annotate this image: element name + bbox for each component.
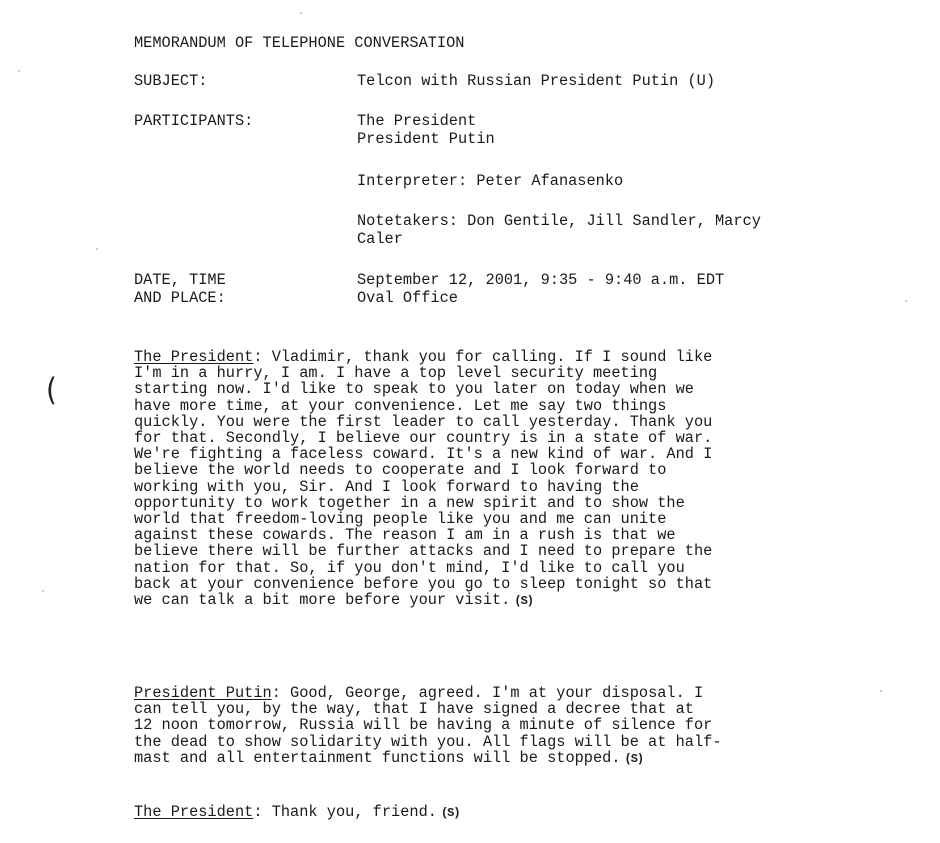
paragraph-line <box>134 685 854 701</box>
classification-mark: (S) <box>514 594 533 609</box>
date-label-line: DATE, TIME <box>134 271 226 289</box>
transcript-paragraph <box>134 685 854 767</box>
paragraph-line: back at your convenience before you go to sleep tonight so that <box>134 574 713 593</box>
participants-label: PARTICIPANTS: <box>134 112 254 130</box>
paragraph-text: we can talk a bit more before your visit. <box>134 591 511 610</box>
date-place-value <box>357 271 724 307</box>
paragraph-line: nation for that. So, if you don't mind, I'd like to call you <box>134 558 685 577</box>
notetakers-line: Caler <box>357 230 403 248</box>
classification-mark: (S) <box>624 751 644 766</box>
speaker-name: President Putin <box>134 684 272 702</box>
date-time-value: September 12, 2001, 9:35 - 9:40 a.m. EDT <box>357 271 725 289</box>
paragraph-text: mast and all entertainment functions will be stopped. <box>134 748 621 767</box>
paragraph-line: quickly. You were the first leader to call yesterday. Thank you <box>134 412 713 431</box>
interpreter-line: Interpreter: Peter Afanasenko <box>357 172 624 190</box>
transcript-paragraph <box>134 349 854 609</box>
paragraph-line: believe the world needs to cooperate and I look forward to <box>134 461 667 480</box>
paragraph-line: world that freedom-loving people like you and me can unite <box>134 510 667 529</box>
speaker-name: The President <box>134 348 254 366</box>
scan-speck <box>880 690 882 692</box>
paragraph-line: starting now. I'd like to speak to you later on today when we <box>134 380 694 399</box>
paragraph-line <box>134 804 854 821</box>
place-value: Oval Office <box>357 289 458 307</box>
paragraph-line: opportunity to work together in a new spirit and to show the <box>134 493 685 512</box>
paragraph-line: for that. Secondly, I believe our country is in a state of war. <box>134 429 713 448</box>
paragraph-line: can tell you, by the way, that I have signed a decree that at <box>134 700 694 719</box>
paragraph-line <box>134 592 854 609</box>
speaker-name: The President <box>134 803 254 821</box>
participant-name: The President <box>357 112 477 130</box>
paragraph-line: against these cowards. The reason I am in a rush is that we <box>134 526 676 545</box>
paragraph-text: : Good, George, agreed. I'm at your disposal. I <box>271 684 704 702</box>
participant-name: President Putin <box>357 130 495 148</box>
paragraph-line: believe there will be further attacks and I need to prepare the <box>134 542 713 561</box>
paragraph-line: 12 noon tomorrow, Russia will be having a minute of silence for <box>134 716 713 735</box>
paragraph-line <box>134 349 854 365</box>
paragraph-text: : Thank you, friend. <box>253 803 437 821</box>
scan-speck <box>42 590 44 592</box>
paragraph-line: the dead to show solidarity with you. All flags will be at half- <box>134 732 722 751</box>
margin-bracket-mark: ( <box>46 371 57 408</box>
paragraph-line: I'm in a hurry, I am. I have a top level security meeting <box>134 364 658 383</box>
paragraph-line: working with you, Sir. And I look forward to having the <box>134 477 639 496</box>
notetakers-block <box>357 212 761 248</box>
subject-label: SUBJECT: <box>134 72 208 90</box>
paragraph-line <box>134 750 854 767</box>
notetakers-line: Notetakers: Don Gentile, Jill Sandler, Marcy <box>357 212 761 230</box>
scan-speck <box>300 12 302 14</box>
paragraph-text: : Vladimir, thank you for calling. If I sound like <box>253 348 713 366</box>
date-label-line: AND PLACE: <box>134 289 226 307</box>
scan-speck <box>905 300 907 302</box>
scan-speck <box>96 248 98 250</box>
subject-value: Telcon with Russian President Putin (U) <box>357 72 716 90</box>
classification-mark: (S) <box>440 806 460 820</box>
transcript-paragraph <box>134 804 854 821</box>
paragraph-line: have more time, at your convenience. Let me say two things <box>134 396 667 415</box>
paragraph-line: We're fighting a faceless coward. It's a new kind of war. And I <box>134 445 713 464</box>
scan-speck <box>18 70 20 72</box>
participants-list <box>357 112 495 148</box>
date-place-label <box>134 271 226 307</box>
document-title: MEMORANDUM OF TELEPHONE CONVERSATION <box>134 34 465 52</box>
